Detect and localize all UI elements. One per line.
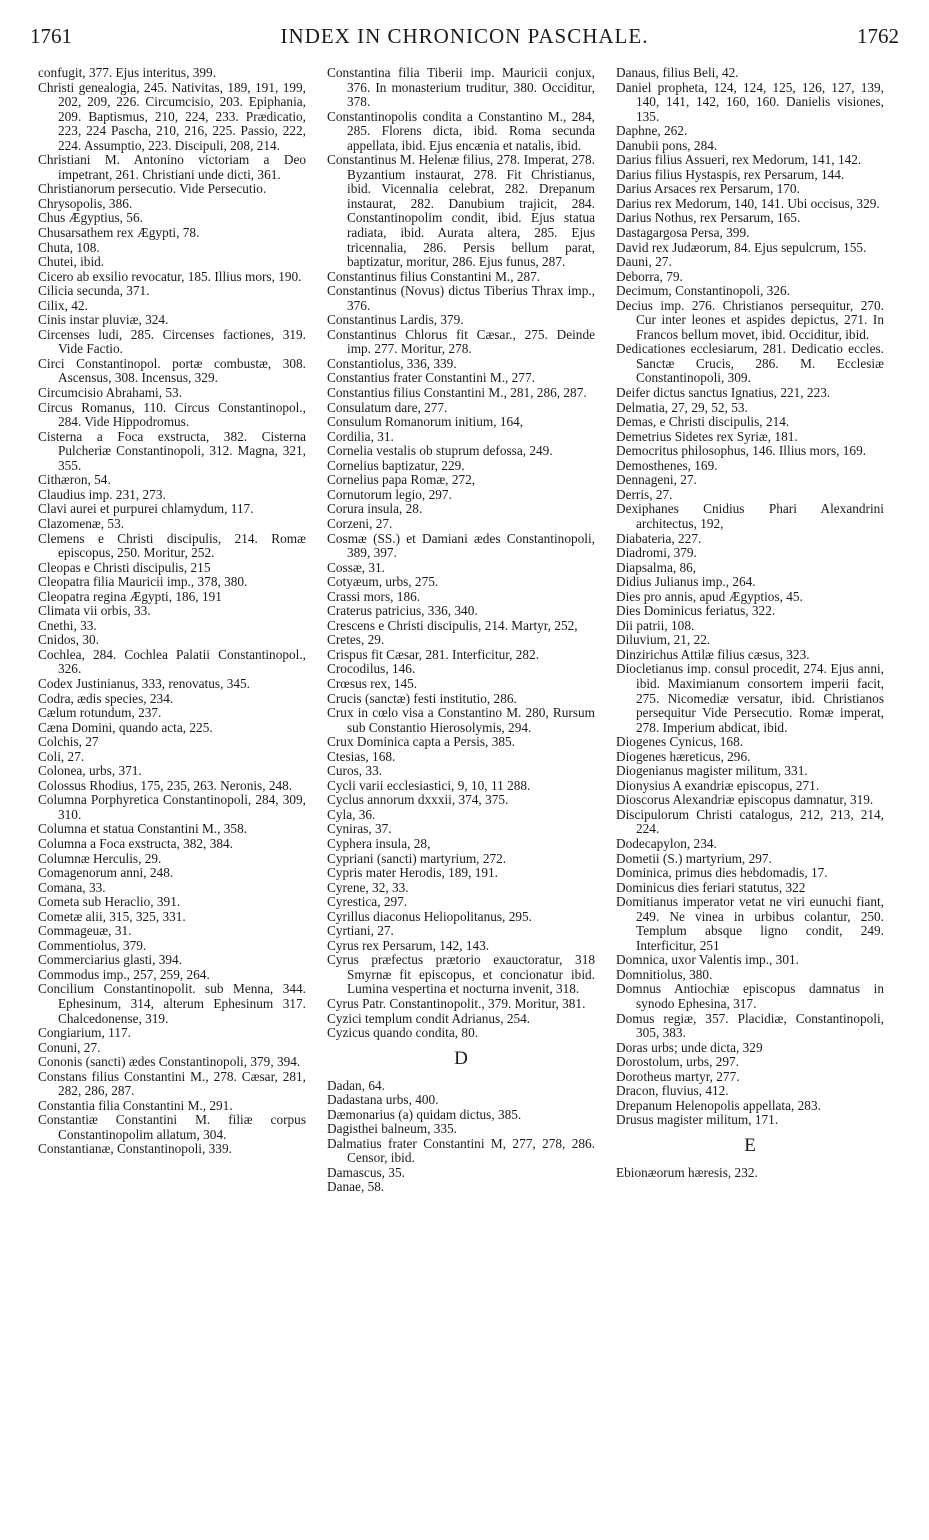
index-entry: confugit, 377. Ejus interitus, 399.: [38, 66, 217, 80]
index-entry: Columnæ Herculis, 29.: [38, 850, 162, 866]
index-entry: Cyrillus diaconus Heliopolitanus, 295.: [327, 908, 532, 924]
index-entry: Domnus Antiochiæ episcopus damnatus in synodo Ephesina, 317.: [616, 981, 884, 1011]
index-entry: Crescens e Christi discipulis, 214. Martyr, 252,: [327, 617, 578, 633]
index-entry: Constantiolus, 336, 339.: [327, 355, 457, 371]
index-entry: Corura insula, 28.: [327, 501, 423, 517]
index-entry: Cornutorum legio, 297.: [327, 486, 452, 502]
index-entry: Clazomenæ, 53.: [38, 515, 125, 531]
index-entry: Domnitiolus, 380.: [616, 966, 713, 982]
index-entry: Crassi mors, 186.: [327, 588, 421, 604]
index-entry: Constans filius Constantini M., 278. Cæsar, 281, 282, 286, 287.: [38, 1068, 306, 1099]
index-entry: Cyla, 36.: [327, 806, 376, 822]
index-entry: Curos, 33.: [327, 763, 383, 779]
index-entry: Cretes, 29.: [327, 632, 385, 648]
index-entry: Cyrus rex Persarum, 142, 143.: [327, 937, 490, 953]
page-number-right: 1762: [857, 24, 899, 48]
index-entry: Cycli varii ecclesiastici, 9, 10, 11 288.: [327, 777, 531, 793]
index-entry: Dies pro annis, apud Ægyptios, 45.: [616, 588, 803, 604]
index-entry: Diadromi, 379.: [616, 545, 697, 561]
index-entry: Commageuæ, 31.: [38, 923, 132, 939]
index-entry: Consulum Romanorum initium, 164,: [327, 414, 524, 430]
index-entry: Cithæron, 54.: [38, 472, 111, 488]
index-entry: Coli, 27.: [38, 748, 85, 764]
index-entry: Clavi aurei et purpurei chlamydum, 117.: [38, 501, 254, 517]
index-entry: Cononis (sancti) ædes Constantinopoli, 379, 394.: [38, 1054, 301, 1070]
index-entry: Demetrius Sidetes rex Syriæ, 181.: [616, 428, 798, 444]
index-entry: Craterus patricius, 336, 340.: [327, 603, 478, 619]
index-entry: Cilicia secunda, 371.: [38, 283, 150, 299]
index-entry: Constantia filia Constantini M., 291.: [38, 1097, 233, 1113]
section-letter: E: [744, 1134, 756, 1156]
index-entry: Cicero ab exsilio revocatur, 185. Illius mors, 190.: [38, 268, 302, 284]
index-entry: Climata vii orbis, 33.: [38, 603, 151, 619]
index-entry: Chrysopolis, 386.: [38, 195, 133, 211]
index-entry: Dorostolum, urbs, 297.: [616, 1054, 739, 1070]
page-header: [30, 24, 899, 54]
index-entry: Diabateria, 227.: [616, 530, 702, 546]
index-entry: Christianorum persecutio. Vide Persecutio.: [38, 181, 267, 197]
index-entry: Colchis, 27: [38, 734, 99, 750]
index-entry: Dauni, 27.: [616, 254, 672, 270]
index-entry: Dennageni, 27.: [616, 472, 697, 488]
index-column-1: [38, 66, 306, 1516]
index-entry: Daniel propheta, 124, 124, 125, 126, 127, 139, 140, 141, 142, 160, 160. Danielis visiones, 135.: [616, 79, 884, 124]
index-entry: Cleopatra regina Ægypti, 186, 191: [38, 588, 222, 604]
index-entry: Constantinus M. Helenæ filius, 278. Imperat, 278. Byzantium instaurat, 278. Fit Christianus, ibid. Vicennalia celebrat, 282. Drepanum instaurat, 282. Danubium trajicit, 284. Constantinopolim condit, ibid. Ejus statua radiata, ibid. Aurata altera, 285. Ejus tricennalia, 286. Persis bellum parat, baptizatur, moritur, 286. Ejus funus, 287.: [327, 152, 595, 270]
index-entry: Dometii (S.) martyrium, 297.: [616, 850, 772, 866]
index-entry: Darius filius Hystaspis, rex Persarum, 144.: [616, 166, 845, 182]
index-entry: Constantinopolis condita a Constantino M., 284, 285. Florens dicta, ibid. Roma secunda appellata, ibid. Ejus encænia et natalis, ibid.: [327, 108, 595, 153]
index-entry: Constantina filia Tiberii imp. Mauricii conjux, 376. In monasterium truditur, 380. Occiditur, 378.: [327, 66, 595, 110]
index-entry: Constantinus filius Constantini M., 287.: [327, 268, 541, 284]
index-entry: Cometæ alii, 315, 325, 331.: [38, 908, 186, 924]
index-entry: Crux in cœlo visa a Constantino M. 280, Rursum sub Constantio Hierosolymis, 294.: [327, 705, 595, 735]
index-entry: Cilix, 42.: [38, 297, 88, 313]
index-entry: Ctesias, 168.: [327, 748, 396, 764]
index-entry: Dedicationes ecclesiarum, 281. Dedicatio eccles. Sanctæ Crucis, 286. M. Ecclesiæ Constantinopoli, 309.: [616, 341, 884, 386]
index-entry: Cornelius papa Romæ, 272,: [327, 472, 476, 488]
index-entry: Dracon, fluvius, 412.: [616, 1083, 729, 1099]
index-entry: Columna a Foca exstructa, 382, 384.: [38, 835, 233, 851]
index-column-3: [616, 66, 884, 1516]
index-entry: Dies Dominicus feriatus, 322.: [616, 603, 776, 619]
index-entry: Cyrus præfectus prætorio exauctoratur, 318 Smyrnæ fit episcopus, et concionatur ibid. Lumina vespertina et nocturna invenit, 318.: [327, 952, 595, 997]
index-entry: Deifer dictus sanctus Ignatius, 221, 223.: [616, 385, 831, 401]
index-entry: Chutei, ibid.: [38, 254, 105, 270]
index-entry: Circus Romanus, 110. Circus Constantinopol., 284. Vide Hippodromus.: [38, 399, 306, 430]
index-entry: Crux Dominica capta a Persis, 385.: [327, 734, 515, 750]
index-entry: Darius rex Medorum, 140, 141. Ubi occisus, 329.: [616, 195, 880, 211]
index-entry: Colonea, urbs, 371.: [38, 763, 142, 779]
index-entry: Cyniras, 37.: [327, 821, 392, 837]
index-entry: Diocletianus imp. consul procedit, 274. Ejus anni, ibid. Maximianum consortem imperii facit, 275. Nicomediæ versatur, ibid. Christianos persequitur Vide Persecutio. Romæ imperat, 278. Imperium abdicat, ibid.: [616, 661, 884, 735]
index-entry: Crocodilus, 146.: [327, 661, 416, 677]
index-entry: Christiani M. Antonino victoriam a Deo impetrant, 261. Christiani unde dicti, 361.: [38, 152, 306, 182]
index-entry: Cleopas e Christi discipulis, 215: [38, 559, 211, 575]
index-entry: Drusus magister militum, 171.: [616, 1112, 779, 1128]
index-entry: Dii patrii, 108.: [616, 617, 695, 633]
index-entry: Dalmatius frater Constantini M, 277, 278, 286. Censor, ibid.: [327, 1135, 595, 1166]
index-entry: Cornelia vestalis ob stuprum defossa, 249.: [327, 443, 553, 459]
index-entry: Democritus philosophus, 146. Illius mors, 169.: [616, 443, 867, 459]
index-entry: Dinzirichus Attilæ filius cæsus, 323.: [616, 646, 810, 662]
index-entry: Damascus, 35.: [327, 1164, 405, 1180]
index-entry: Colossus Rhodius, 175, 235, 263. Neronis, 248.: [38, 777, 293, 793]
index-entry: Circumcisio Abrahami, 53.: [38, 385, 183, 401]
index-entry: Cyphera insula, 28,: [327, 835, 431, 851]
index-entry: Cometa sub Heraclio, 391.: [38, 894, 181, 910]
index-entry: Consulatum dare, 277.: [327, 399, 448, 415]
index-entry: Doras urbs; unde dicta, 329: [616, 1039, 763, 1055]
index-entry: Cinis instar pluviæ, 324.: [38, 312, 169, 328]
page-title: INDEX IN CHRONICON PASCHALE.: [280, 24, 649, 48]
index-entry: Decimum, Constantinopoli, 326.: [616, 283, 790, 299]
index-entry: Constantianæ, Constantinopoli, 339.: [38, 1141, 232, 1157]
index-entry: Cypris mater Herodis, 189, 191.: [327, 865, 498, 881]
index-entry: Didius Julianus imp., 264.: [616, 574, 756, 590]
index-entry: Cyrus Patr. Constantinopolit., 379. Moritur, 381.: [327, 996, 586, 1011]
index-entry: Diogenes hæreticus, 296.: [616, 748, 751, 764]
index-entry: Dorotheus martyr, 277.: [616, 1068, 740, 1084]
index-entry: Dioscorus Alexandriæ episcopus damnatur, 319.: [616, 792, 874, 808]
index-entry: Commentiolus, 379.: [38, 937, 147, 953]
index-entry: Commodus imp., 257, 259, 264.: [38, 966, 210, 982]
index-entry: Cæna Domini, quando acta, 225.: [38, 719, 213, 735]
index-entry: Constantinus Chlorus fit Cæsar., 275. Deinde imp. 277. Moritur, 278.: [327, 326, 595, 357]
index-entry: Concilium Constantinopolit. sub Menna, 344. Ephesinum, 314, alterum Ephesinum 317. Chalcedonense, 319.: [38, 981, 306, 1026]
index-entry: Constantius frater Constantini M., 277.: [327, 370, 535, 386]
index-entry: Discipulorum Christi catalogus, 212, 213, 214, 224.: [616, 806, 884, 837]
index-entry: Dastagargosa Persa, 399.: [616, 225, 750, 241]
index-entry: Derris, 27.: [616, 486, 673, 502]
index-entry: Cossæ, 31.: [327, 559, 386, 575]
index-entry: Cyrene, 32, 33.: [327, 879, 409, 895]
page-number-left: 1761: [30, 24, 72, 48]
index-entry: Cisterna a Foca exstructa, 382. Cisterna Pulcheriæ Constantinopoli, 312. Magna, 321, 355.: [38, 428, 306, 473]
index-entry: Cyzicus quando condita, 80.: [327, 1025, 479, 1041]
index-entry: Demas, e Christi discipulis, 214.: [616, 414, 790, 430]
index-entry: Clemens e Christi discipulis, 214. Romæ episcopus, 250. Moritur, 252.: [38, 530, 306, 561]
index-entry: Cochlea, 284. Cochlea Palatii Constantinopol., 326.: [38, 646, 306, 677]
index-entry: Diogenianus magister militum, 331.: [616, 763, 808, 779]
index-entry: Columna Porphyretica Constantinopoli, 284, 309, 310.: [38, 792, 306, 822]
index-column-2: [327, 66, 595, 1516]
index-entry: Comagenorum anni, 248.: [38, 865, 174, 881]
index-entry: Dagisthei balneum, 335.: [327, 1121, 457, 1137]
index-entry: Chuta, 108.: [38, 239, 100, 255]
index-entry: Cornelius baptizatur, 229.: [327, 457, 465, 473]
index-entry: Danaus, filius Beli, 42.: [616, 66, 739, 80]
index-entry: Commerciarius glasti, 394.: [38, 952, 183, 968]
index-entry: Danubii pons, 284.: [616, 137, 718, 153]
index-entry: Chus Ægyptius, 56.: [38, 210, 143, 226]
index-entry: Domnica, uxor Valentis imp., 301.: [616, 952, 799, 968]
index-entry: Delmatia, 27, 29, 52, 53.: [616, 399, 748, 415]
index-entry: Cleopatra filia Mauricii imp., 378, 380.: [38, 574, 248, 590]
index-entry: Circenses ludi, 285. Circenses factiones, 319. Vide Factio.: [38, 326, 306, 357]
index-entry: Claudius imp. 231, 273.: [38, 486, 166, 502]
index-entry: Dodecapylon, 234.: [616, 835, 717, 851]
index-entry: Diapsalma, 86,: [616, 559, 697, 575]
index-entry: Congiarium, 117.: [38, 1025, 131, 1041]
index-entry: Cnethi, 33.: [38, 617, 97, 633]
index-entry: Codex Justinianus, 333, renovatus, 345.: [38, 675, 250, 691]
index-entry: Circi Constantinopol. portæ combustæ, 308. Ascensus, 308. Incensus, 329.: [38, 355, 306, 386]
index-entry: David rex Judæorum, 84. Ejus sepulcrum, 155.: [616, 239, 867, 255]
index-entry: Cælum rotundum, 237.: [38, 705, 162, 721]
index-entry: Crispus fit Cæsar, 281. Interficitur, 282.: [327, 646, 540, 662]
index-entry: Deborra, 79.: [616, 268, 683, 284]
index-entry: Dexiphanes Cnidius Phari Alexandrini architectus, 192,: [616, 501, 884, 531]
index-entry: Diluvium, 21, 22.: [616, 632, 711, 648]
index-entry: Daphne, 262.: [616, 123, 688, 139]
index-entry: Darius Arsaces rex Persarum, 170.: [616, 181, 800, 197]
index-entry: Ebionæorum hæresis, 232.: [616, 1164, 758, 1180]
index-entry: Dominicus dies feriari statutus, 322: [616, 879, 806, 895]
index-entry: Cnidos, 30.: [38, 632, 99, 648]
index-entry: Cotyæum, urbs, 275.: [327, 574, 439, 590]
index-entry: Christi genealogia, 245. Nativitas, 189, 191, 199, 202, 209, 226. Circumcisio, 203. Epiphania, 209. Baptismus, 210, 224, 233. Prædicatio, 223, 224 Pascha, 210, 216, 225. Passio, 222, 224. Assumptio, 223. Discipuli, 208, 214.: [38, 79, 306, 153]
index-entry: Dominica, primus dies hebdomadis, 17.: [616, 865, 828, 881]
index-entry: Domitianus imperator vetat ne viri eunuchi fiant, 249. Ne vinea in urbibus colantur, 250. Templum absque ligno condit, 249. Interficitur, 251: [616, 894, 884, 953]
index-entry: Drepanum Helenopolis appellata, 283.: [616, 1097, 821, 1113]
index-entry: Comana, 33.: [38, 879, 106, 895]
index-entry: Cyrestica, 297.: [327, 894, 408, 910]
index-entry: Danae, 58.: [327, 1179, 385, 1195]
index-entry: Diogenes Cynicus, 168.: [616, 734, 744, 750]
index-entry: Dadan, 64.: [327, 1077, 385, 1093]
index-entry: Constantinus Lardis, 379.: [327, 312, 464, 328]
index-entry: Constantinus (Novus) dictus Tiberius Thrax imp., 376.: [327, 283, 595, 313]
index-entry: Conuni, 27.: [38, 1039, 101, 1055]
index-entry: Chusarsathem rex Ægypti, 78.: [38, 225, 200, 241]
index-entry: Corzeni, 27.: [327, 515, 393, 531]
index-entry: Codra, ædis species, 234.: [38, 690, 174, 706]
index-entry: Cyclus annorum dxxxii, 374, 375.: [327, 792, 509, 808]
index-entry: Cosmæ (SS.) et Damiani ædes Constantinopoli, 389, 397.: [327, 530, 595, 561]
index-entry: Demosthenes, 169.: [616, 457, 718, 473]
index-entry: Cypriani (sancti) martyrium, 272.: [327, 850, 507, 866]
index-entry: Darius Nothus, rex Persarum, 165.: [616, 210, 801, 226]
index-entry: Dæmonarius (a) quidam dictus, 385.: [327, 1106, 522, 1122]
index-entry: Dionysius A exandriæ episcopus, 271.: [616, 777, 820, 793]
index-entry: Cyzici templum condit Adrianus, 254.: [327, 1010, 531, 1026]
index-entry: Constantiæ Constantini M. filiæ corpus Constantinopolim allatum, 304.: [38, 1112, 306, 1142]
index-entry: Darius filius Assueri, rex Medorum, 141, 142.: [616, 152, 862, 168]
index-entry: Columna et statua Constantini M., 358.: [38, 821, 248, 837]
index-entry: Cyrtiani, 27.: [327, 923, 394, 939]
index-entry: Decius imp. 276. Christianos persequitur, 270. Cur inter leones et aspides depictus, 271. In Francos bellum movet, ibid. Occiditur, ibid.: [616, 297, 884, 342]
index-entry: Crœsus rex, 145.: [327, 675, 418, 691]
index-entry: Domus regiæ, 357. Placidiæ, Constantinopoli, 305, 383.: [616, 1010, 884, 1041]
index-entry: Crucis (sanctæ) festi institutio, 286.: [327, 690, 517, 706]
index-entry: Cordilia, 31.: [327, 428, 394, 444]
section-letter: D: [454, 1047, 468, 1069]
index-entry: Constantius filius Constantini M., 281, 286, 287.: [327, 385, 587, 401]
index-entry: Dadastana urbs, 400.: [327, 1092, 439, 1108]
